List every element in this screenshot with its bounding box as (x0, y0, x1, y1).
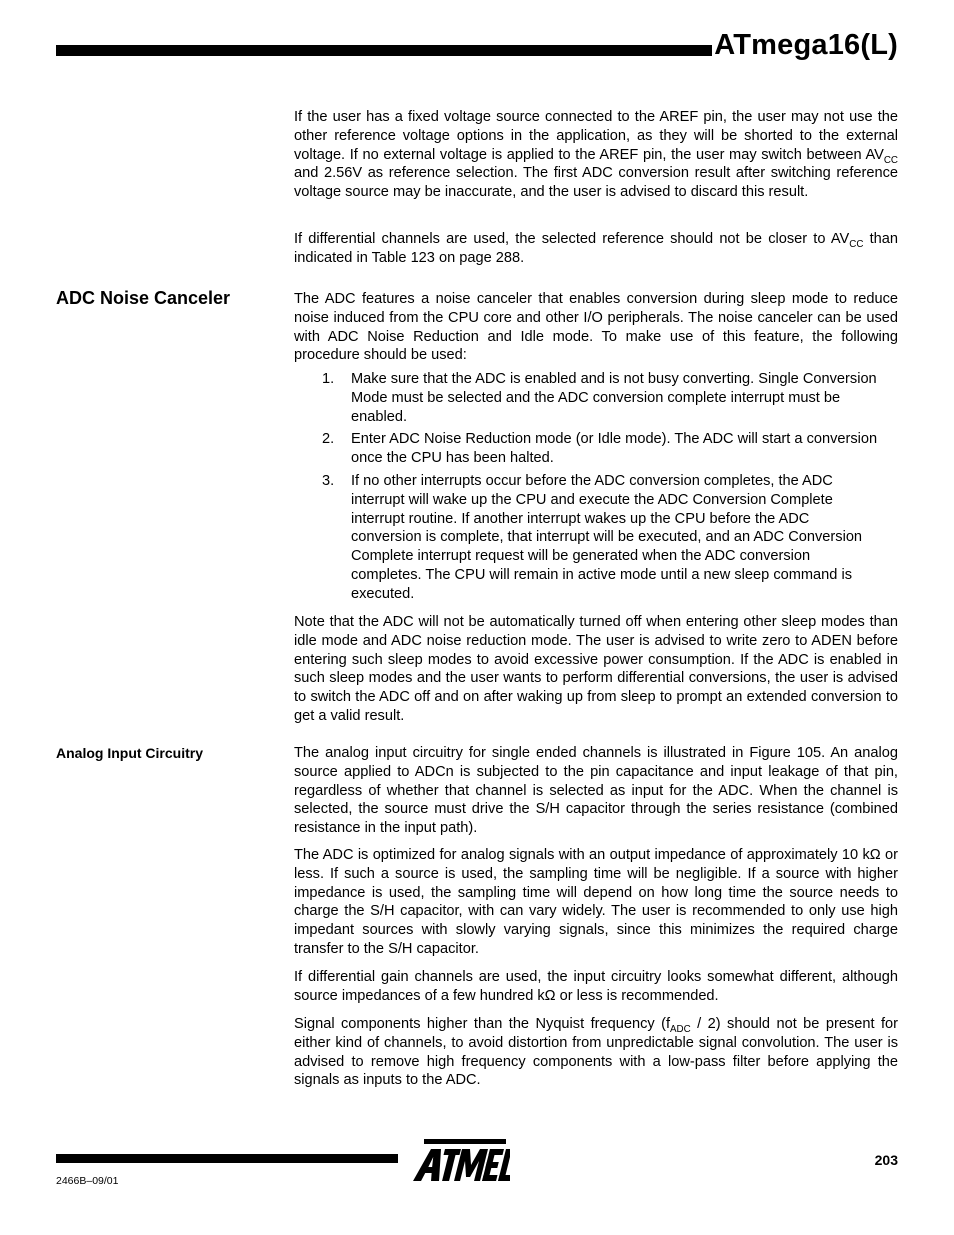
list-item: 3. If no other interrupts occur before the ADC conversion completes, the ADC interrupt will wake up the CPU and execute the ADC Conversion Complete interrupt routine. If another interrupt wakes up the CPU before the ADC conversion is complete, that interrupt will be executed, and an ADC Conversion Complete interrupt request will be generated when the ADC conversion completes. The CPU will remain in active mode until a new sleep command is executed. (322, 472, 863, 602)
page-number: 203 (874, 1152, 898, 1168)
noise-paragraph-2: Note that the ADC will not be automatically turned off when entering other sleep modes than idle mode and ADC noise reduction mode. The user is advised to write zero to ADEN before entering such sleep modes to avoid excessive power consumption. If the ADC is enabled in such sleep modes and the user wants to perform differential conversions, the user is advised to switch the ADC off and on after waking up from sleep to prompt an extended conversion to get a valid result. (294, 614, 898, 724)
noise-paragraph-1: The ADC features a noise canceler that enables conversion during sleep mode to reduce noise induced from the CPU core and other I/O peripherals. The noise canceler can be used with ADC Noise Reduction and Idle mode. To make use of this feature, the following procedure should be used: (294, 291, 898, 364)
analog-section-4 (294, 1015, 898, 1090)
atmel-logo (410, 1137, 510, 1190)
header-rule (56, 45, 712, 56)
intro-section-2 (294, 230, 898, 268)
footer-rule (56, 1154, 398, 1163)
section-heading-noise-canceler: ADC Noise Canceler (56, 288, 231, 308)
analog-section-3 (294, 968, 898, 1006)
noise-section (294, 290, 898, 365)
analog-paragraph-2: The ADC is optimized for analog signals with an output impedance of approximately 10 kΩ or less. If such a source is used, the sampling time will be negligible. If a source with higher impedance is used, the sampling time will depend on how long time the source needs to charge the S/H capacitor, with can vary widely. The user is recommended to only use high impedant sources with slowly varying signals, since this minimizes the required charge transfer to the S/H capacitor. (294, 847, 898, 957)
noise-section-2 (294, 613, 898, 726)
analog-section-2 (294, 846, 898, 959)
page-title: ATmega16(L) (714, 29, 898, 61)
list-item: 2. Enter ADC Noise Reduction mode (or Idle mode). The ADC will start a conversion once the CPU has been halted. (322, 431, 878, 467)
intro-section (294, 108, 898, 202)
atmel-logo-graphic (410, 1137, 510, 1185)
intro-paragraph-1: If the user has a fixed voltage source connected to the AREF pin, the user may not use the other reference voltage options in the application, as they will be shorted to the external voltage. If no external voltage is applied to the AREF pin, the user may switch between $AV_{CC}$ and 2.56V as reference selection. The first ADC conversion result after switching reference voltage source may be inaccurate, and the user is advised to discard this result. (294, 109, 898, 201)
list-item: 1. Make sure that the ADC is enabled and is not busy converting. Single Conversion Mode must be selected and the ADC conversion complete interrupt must be enabled. (322, 371, 877, 425)
analog-paragraph-3: If differential gain channels are used, the input circuitry looks somewhat different, although source impedances of a few hundred kΩ or less is recommended. (294, 969, 898, 1004)
procedure-list (322, 370, 878, 604)
analog-section (294, 744, 898, 838)
section-heading-analog-input: Analog Input Circuitry (56, 745, 203, 761)
document-id: 2466B–09/01 (56, 1175, 119, 1187)
analog-paragraph-4: Signal components higher than the Nyquist frequency $(f_{ADC} / 2)$ should not be present for either kind of channels, to avoid distortion from unpredictable signal convolution. The user is advised to remove high frequency components with a low-pass filter before applying the signals as inputs to the ADC. (294, 1016, 898, 1089)
analog-paragraph-1: The analog input circuitry for single ended channels is illustrated in Figure 105. An analog source applied to ADCn is subjected to the pin capacitance and input leakage of that pin, regardless of whether that channel is selected as input for the ADC. When the channel is selected, the source must drive the S/H capacitor through the series resistance (combined resistance in the input path). (294, 745, 898, 837)
intro-paragraph-2: If differential channels are used, the selected reference should not be closer to $AV_{CC}$ than indicated in Table 123 on page 288. (294, 231, 898, 266)
